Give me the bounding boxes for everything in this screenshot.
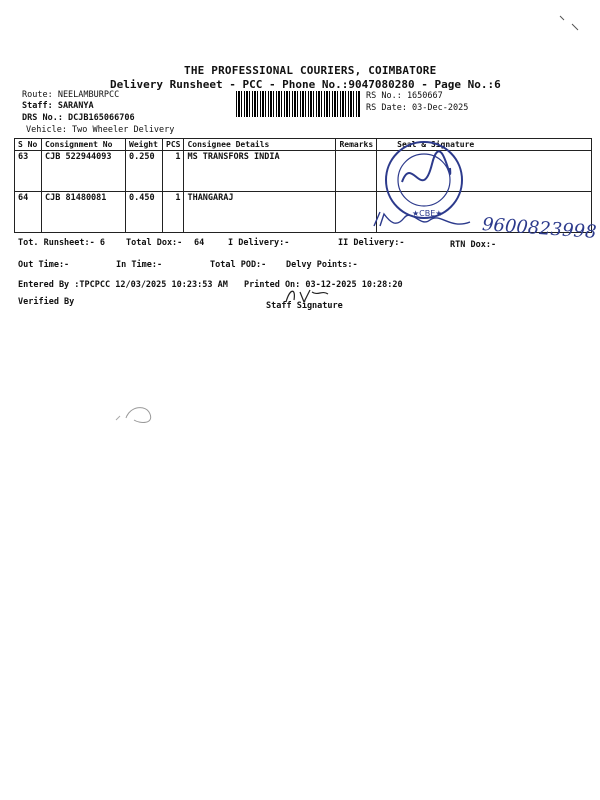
row-consignee: MS TRANSFORS INDIA: [184, 151, 336, 192]
delvy-points: Delvy Points:-: [286, 260, 358, 270]
row-consignment: CJB 522944093: [42, 151, 126, 192]
scan-mark: [112, 398, 162, 426]
staff-signature: Staff Signature: [266, 301, 343, 311]
row-remarks: [336, 151, 377, 192]
row-weight: 0.250: [126, 151, 163, 192]
staff-label: Staff: SARANYA: [22, 101, 94, 111]
in-time: In Time:-: [116, 260, 163, 270]
ii-delivery: II Delivery:-: [338, 238, 405, 248]
tot-runsheet: Tot. Runsheet:- 6: [18, 238, 105, 248]
row-pcs: 1: [163, 151, 184, 192]
col-remarks: Remarks: [336, 139, 377, 151]
staff-handwritten-signature: [282, 286, 332, 306]
col-consignment: Consignment No: [42, 139, 126, 151]
handwritten-signature: [370, 208, 480, 238]
drs-label: DRS No.: DCJB165066706: [22, 113, 135, 123]
scan-mark-corner: [556, 10, 586, 40]
row-pcs: 1: [163, 192, 184, 233]
rs-date: RS Date: 03-Dec-2025: [366, 103, 469, 113]
entered-by: Entered By :TPCPCC 12/03/2025 10:23:53 AM: [18, 280, 228, 290]
verified-by: Verified By: [18, 297, 75, 307]
rs-no: RS No.: 1650667: [366, 91, 443, 101]
route-label: Route: NEELAMBURPCC: [22, 90, 120, 100]
rtn-dox: RTN Dox:-: [450, 240, 497, 250]
svg-text:★CBE★: ★CBE★: [412, 209, 443, 218]
i-delivery: I Delivery:-: [228, 238, 290, 248]
table-header-row: [15, 139, 592, 151]
col-pcs: PCS: [163, 139, 184, 151]
company-title: THE PROFESSIONAL COURIERS, COIMBATORE: [184, 64, 437, 77]
vehicle-label: Vehicle: Two Wheeler Delivery: [26, 125, 175, 135]
total-dox-label: Total Dox:-: [126, 238, 183, 248]
total-pod: Total POD:-: [210, 260, 267, 270]
row-sno: 63: [15, 151, 42, 192]
row-weight: 0.450: [126, 192, 163, 233]
col-consignee: Consignee Details: [184, 139, 336, 151]
runsheet-title: Delivery Runsheet - PCC - Phone No.:9047080280 - Page No.:6: [110, 78, 501, 91]
handwritten-phone: 9600823998: [481, 214, 598, 243]
table-row: [15, 151, 592, 192]
col-sno: S No: [15, 139, 42, 151]
row-sno: 64: [15, 192, 42, 233]
col-weight: Weight: [126, 139, 163, 151]
total-dox-value: 64: [194, 238, 205, 248]
row-consignment: CJB 81480081: [42, 192, 126, 233]
out-time: Out Time:-: [18, 260, 70, 270]
barcode: [236, 91, 360, 117]
printed-on: Printed On: 03-12-2025 10:28:20: [244, 280, 403, 290]
row-consignee: THANGARAJ: [184, 192, 336, 233]
col-seal-signature: Seal & Signature: [377, 139, 592, 151]
